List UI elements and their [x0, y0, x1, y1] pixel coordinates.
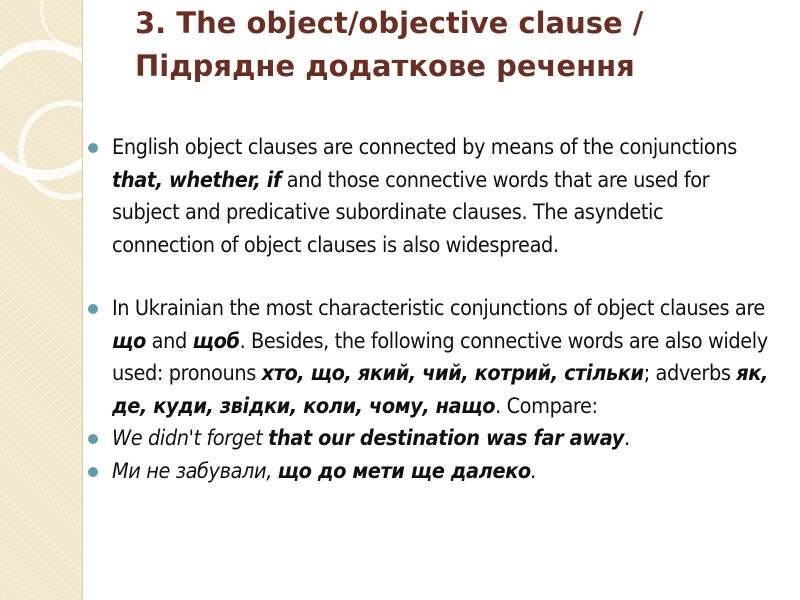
- spacer: [88, 262, 768, 293]
- bullet-dot-icon: [88, 304, 98, 314]
- bullet-emphasis: that, whether, if: [112, 167, 282, 193]
- bullet-ukrainian-clauses: [88, 293, 768, 423]
- sidebar-divider: [82, 0, 83, 600]
- decorative-sidebar: [0, 0, 82, 600]
- bullet-dot-icon: [88, 467, 98, 477]
- bullet-text: In Ukrainian the most characteristic conjunctions of object clauses are: [112, 296, 765, 321]
- slide-title-line-1: 3. The object/objective clause /: [135, 6, 644, 40]
- bullet-emphasis: хто, що, який, чий, котрий, стільки: [261, 361, 644, 386]
- bullet-text: .: [530, 458, 537, 484]
- bullet-text: English object clauses are connected by means of the conjunctions: [112, 135, 737, 160]
- bullet-text: Ми не забували,: [112, 458, 278, 484]
- bullet-list: [88, 132, 768, 488]
- bullet-emphasis: що до мети ще далеко: [277, 458, 531, 484]
- bullet-dot-icon: [88, 434, 98, 444]
- bullet-emphasis: that our destination was far away: [268, 426, 624, 451]
- bullet-english-example: [88, 423, 768, 456]
- bullet-text: and: [145, 328, 193, 354]
- bullet-emphasis: як, де, куди, звідки, коли, чому, нащо: [112, 361, 768, 419]
- bullet-text: and those connective words that are used for subject and predicative subordinate clauses. The asyndetic connection of object clauses is also widespread.: [112, 167, 710, 258]
- slide-title-line-2: Підрядне додаткове речення: [135, 49, 635, 83]
- bullet-text: .: [623, 426, 630, 451]
- bullet-emphasis: що: [112, 328, 146, 354]
- bullet-text: ; adverbs: [643, 361, 737, 386]
- slide-title: [135, 2, 785, 88]
- bullet-ukrainian-example: [88, 456, 768, 489]
- bullet-text: . Besides, the following connective words are also widely used: pronouns: [112, 328, 768, 386]
- bullet-english-clauses: [88, 132, 768, 262]
- bullet-emphasis: щоб: [192, 328, 240, 354]
- bullet-dot-icon: [88, 143, 98, 153]
- bullet-text: . Compare:: [495, 393, 598, 419]
- bullet-text: We didn't forget: [112, 426, 269, 451]
